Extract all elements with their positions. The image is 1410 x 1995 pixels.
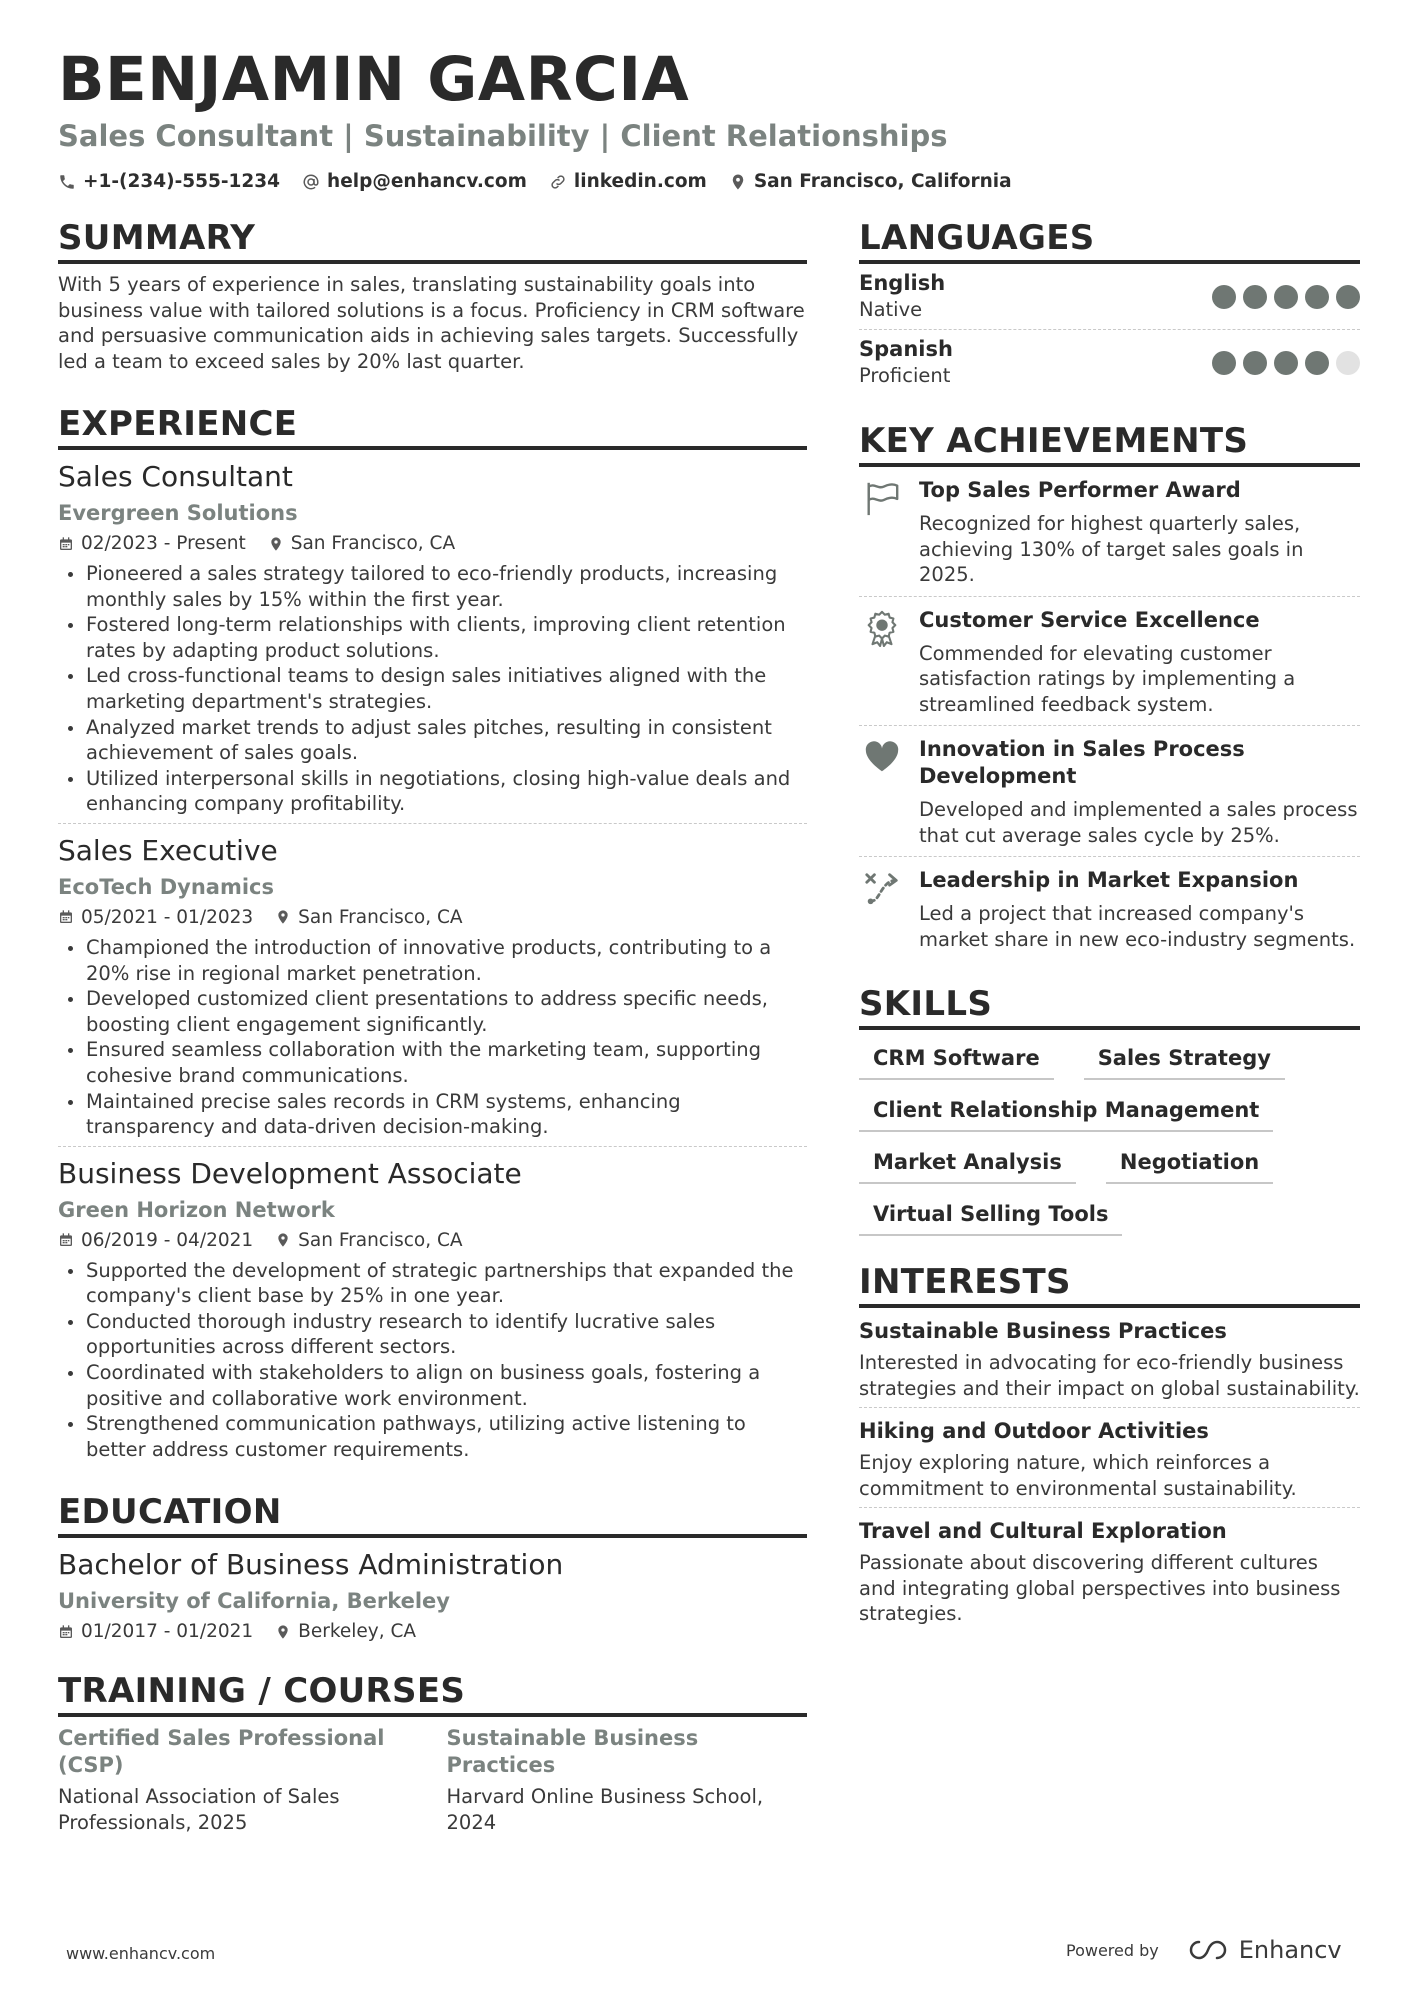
bullet: Developed customized client presentations to address specific needs, boosting client engagement significantly. [58,986,807,1037]
bullet: Strengthened communication pathways, utilizing active listening to better address customer requirements. [58,1411,807,1462]
left-column [58,216,807,1864]
calendar-icon [58,1624,74,1640]
language-name: Spanish [859,337,953,361]
achievements-section [859,419,1360,960]
training-section [58,1669,807,1836]
bullet: Coordinated with stakeholders to align on business goals, fostering a positive and collaborative work environment. [58,1360,807,1411]
contact-bar [58,168,1012,196]
course-item [447,1725,808,1836]
language-name: English [859,271,946,295]
bullet: Supported the development of strategic partnerships that expanded the company's client base by 25% in one year. [58,1258,807,1309]
skill-tag: Virtual Selling Tools [859,1198,1122,1236]
interest-title: Sustainable Business Practices [859,1319,1227,1343]
bullet: Utilized interpersonal skills in negotiations, closing high-value deals and enhancing company profitability. [58,766,807,817]
bullet: Conducted thorough industry research to identify lucrative sales opportunities across different sectors. [58,1309,807,1360]
job-meta [58,1227,807,1254]
contact-linkedin[interactable] [549,168,707,196]
section-title-summary: SUMMARY [58,216,807,264]
course-title: Sustainable Business Practices [446,1726,699,1778]
language-rating [1212,285,1360,309]
contact-email-text: help@enhancv.com [327,171,527,192]
bullet: Ensured seamless collaboration with the marketing team, supporting cohesive brand communications. [58,1037,807,1088]
skill-list [859,1042,1299,1236]
interest-desc: Enjoy exploring nature, which reinforces a commitment to environmental sustainability. [859,1451,1297,1500]
bullet: Analyzed market trends to adjust sales pitches, resulting in consistent achievement of sales goals. [58,715,807,766]
achievement-desc: Developed and implemented a sales process that cut average sales cycle by 25%. [919,798,1358,847]
job-title: Sales Executive [58,833,278,867]
location-icon [275,1232,291,1248]
skill-tag: Sales Strategy [1084,1042,1285,1080]
skill-tag: Negotiation [1106,1146,1273,1184]
rating-dot-filled [1274,285,1298,309]
language-level: Proficient [859,364,951,387]
job-meta [58,904,807,931]
calendar-icon [58,1232,74,1248]
achievement-title: Innovation in Sales Process Development [919,737,1245,788]
contact-phone-text: +1-(234)-555-1234 [83,171,281,192]
course-title: Certified Sales Professional (CSP) [58,1726,385,1778]
skills-section [859,982,1360,1236]
interest-desc: Interested in advocating for eco-friendly business strategies and their impact on global sustainability. [859,1351,1360,1400]
brand-logo[interactable] [1185,1936,1342,1964]
rating-dot-filled [1305,351,1329,375]
experience-section [58,402,807,1468]
language-level: Native [859,298,923,321]
contact-email[interactable] [302,168,527,196]
brand-name: Enhancv [1238,1936,1342,1964]
section-title-skills: SKILLS [859,982,1360,1030]
degree: Bachelor of Business Administration [58,1548,564,1582]
language-item [859,330,1360,395]
skill-tag: Client Relationship Management [859,1094,1273,1132]
achievement-desc: Commended for elevating customer satisfaction ratings by implementing a streamlined feedback system. [919,641,1296,716]
job-bullets [58,1258,807,1463]
job-entry [58,450,807,824]
job-meta [58,530,807,557]
at-icon [302,173,320,191]
section-title-achievements: KEY ACHIEVEMENTS [859,419,1360,467]
contact-location [729,168,1012,196]
flag-icon [863,479,901,517]
job-entry [58,1147,807,1469]
achievement-title: Customer Service Excellence [919,607,1260,632]
section-title-interests: INTERESTS [859,1260,1360,1308]
job-location: San Francisco, CA [298,906,463,928]
location-icon [275,909,291,925]
rating-dot-filled [1336,285,1360,309]
interest-item [859,1308,1360,1408]
company-name: Green Horizon Network [58,1197,335,1222]
interests-section [859,1260,1360,1633]
achievement-title: Top Sales Performer Award [919,478,1241,502]
headline: Sales Consultant | Sustainability | Client Relationships [58,119,948,153]
achievement-item [859,726,1360,857]
rating-dot-filled [1243,285,1267,309]
education-meta [58,1618,807,1645]
job-dates: 06/2019 - 04/2021 [81,1229,254,1251]
section-title-languages: LANGUAGES [859,216,1360,264]
achievement-desc: Recognized for highest quarterly sales, achieving 130% of target sales goals in 2025. [919,512,1304,586]
candidate-name: BENJAMIN GARCIA [58,44,690,115]
languages-section [859,216,1360,395]
course-org: National Association of Sales Professionals, 2025 [58,1785,340,1835]
education-location: Berkeley, CA [298,1621,417,1643]
job-dates: 05/2021 - 01/2023 [81,906,254,928]
achievement-item [859,597,1360,727]
achievement-title: Leadership in Market Expansion [919,868,1299,892]
bullet: Maintained precise sales records in CRM systems, enhancing transparency and data-driven decision-making. [58,1089,807,1140]
footer-website[interactable]: www.enhancv.com [66,1944,216,1963]
rating-dot-filled [1305,285,1329,309]
job-dates: 02/2023 - Present [81,533,246,554]
calendar-icon [58,909,74,925]
company-name: EcoTech Dynamics [58,874,274,899]
link-icon [549,173,567,191]
contact-linkedin-text: linkedin.com [573,171,707,192]
interest-item [859,1408,1360,1508]
interest-item [859,1508,1360,1633]
school-name: University of California, Berkeley [58,1589,450,1614]
enhancv-logo-icon [1185,1937,1231,1963]
achievement-desc: Led a project that increased company's market share in new eco-industry segments. [919,902,1356,951]
rating-dot-empty [1336,351,1360,375]
bullet: Pioneered a sales strategy tailored to eco-friendly products, increasing monthly sales by 15% within the first year. [58,561,807,612]
location-icon [275,1624,291,1640]
rating-dot-filled [1212,285,1236,309]
language-item [859,264,1360,330]
right-column [859,216,1360,1661]
achievement-item [859,857,1360,960]
contact-location-text: San Francisco, California [753,171,1012,192]
section-title-experience: EXPERIENCE [58,402,807,450]
job-entry [58,824,807,1147]
job-title: Business Development Associate [58,1156,522,1190]
bullet: Championed the introduction of innovative products, contributing to a 20% rise in regional market penetration. [58,935,807,986]
heart-icon [863,738,901,776]
language-rating [1212,351,1360,375]
company-name: Evergreen Solutions [58,501,298,525]
powered-by-label: Powered by [1066,1940,1159,1960]
job-bullets [58,561,807,817]
job-location: San Francisco, CA [290,533,456,554]
job-location: San Francisco, CA [298,1229,463,1251]
interest-title: Hiking and Outdoor Activities [859,1419,1209,1443]
course-item [58,1725,419,1836]
education-dates: 01/2017 - 01/2021 [81,1621,254,1643]
achievement-item [859,467,1360,597]
bullet: Led cross-functional teams to design sales initiatives aligned with the marketing department's strategies. [58,663,807,714]
course-list [58,1725,807,1836]
summary-text: With 5 years of experience in sales, translating sustainability goals into business value with tailored solutions is a focus. Proficiency in CRM software and persuasive communication aids in achieving sales targets. Successfully led a team to exceed sales by 20% last quarter. [58,273,805,373]
section-title-training: TRAINING / COURSES [58,1669,807,1717]
contact-phone[interactable] [58,168,280,196]
location-icon [729,173,747,191]
footer-branding[interactable] [1066,1936,1342,1964]
skill-tag: Market Analysis [859,1146,1076,1184]
phone-icon [58,173,76,191]
bullet: Fostered long-term relationships with clients, improving client retention rates by adapting product solutions. [58,612,807,663]
skill-tag: CRM Software [859,1042,1054,1080]
job-bullets [58,935,807,1140]
section-title-education: EDUCATION [58,1490,807,1538]
summary-section [58,216,807,374]
location-icon [268,536,284,552]
rating-dot-filled [1274,351,1298,375]
medal-icon [863,609,901,647]
job-title: Sales Consultant [58,460,293,493]
education-section [58,1490,807,1645]
interest-desc: Passionate about discovering different cultures and integrating global perspectives into business strategies. [859,1551,1341,1625]
calendar-icon [58,536,74,552]
strategy-icon [863,869,901,907]
rating-dot-filled [1243,351,1267,375]
interest-title: Travel and Cultural Exploration [859,1519,1227,1543]
course-org: Harvard Online Business School, 2024 [446,1785,764,1835]
rating-dot-filled [1212,351,1236,375]
